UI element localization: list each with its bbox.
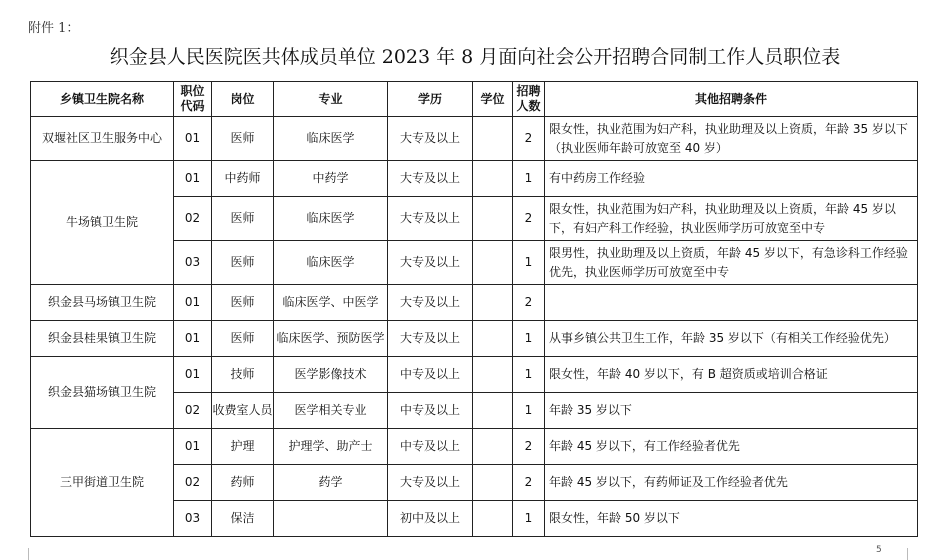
- degree-cell: [473, 429, 513, 465]
- page-corner-mark-right: [907, 548, 908, 560]
- major-cell: 中药学: [274, 161, 388, 197]
- unit-cell: 织金县猫场镇卫生院: [31, 357, 174, 429]
- degree-cell: [473, 117, 513, 161]
- unit-cell: 双堰社区卫生服务中心: [31, 117, 174, 161]
- education-cell: 中专及以上: [388, 429, 473, 465]
- count-cell: 1: [513, 161, 545, 197]
- degree-cell: [473, 197, 513, 241]
- major-cell: 临床医学、中医学: [274, 285, 388, 321]
- table-row: [31, 321, 918, 357]
- education-cell: 初中及以上: [388, 501, 473, 537]
- post-cell: 医师: [212, 241, 274, 285]
- count-cell: 2: [513, 429, 545, 465]
- degree-cell: [473, 241, 513, 285]
- degree-cell: [473, 501, 513, 537]
- code-cell: 01: [174, 357, 212, 393]
- major-cell: 医学影像技术: [274, 357, 388, 393]
- post-cell: 保洁: [212, 501, 274, 537]
- count-cell: 1: [513, 241, 545, 285]
- post-cell: 收费室人员: [212, 393, 274, 429]
- code-cell: 01: [174, 429, 212, 465]
- major-cell: 临床医学: [274, 117, 388, 161]
- code-cell: 02: [174, 393, 212, 429]
- post-cell: 护理: [212, 429, 274, 465]
- conditions-cell: 限女性，年龄 50 岁以下: [545, 501, 918, 537]
- education-cell: 大专及以上: [388, 465, 473, 501]
- major-cell: 药学: [274, 465, 388, 501]
- document-title: 织金县人民医院医共体成员单位 2023 年 8 月面向社会公开招聘合同制工作人员职位表: [109, 46, 841, 68]
- degree-cell: [473, 285, 513, 321]
- count-cell: 1: [513, 393, 545, 429]
- post-cell: 技师: [212, 357, 274, 393]
- count-cell: 1: [513, 321, 545, 357]
- count-cell: 2: [513, 117, 545, 161]
- degree-cell: [473, 161, 513, 197]
- code-cell: 01: [174, 117, 212, 161]
- major-cell: 护理学、助产士: [274, 429, 388, 465]
- education-cell: 大专及以上: [388, 197, 473, 241]
- header-major: 专业: [274, 82, 388, 117]
- conditions-cell: 年龄 45 岁以下，有工作经验者优先: [545, 429, 918, 465]
- code-cell: 03: [174, 501, 212, 537]
- header-code: 职位 代码: [174, 82, 212, 117]
- code-cell: 03: [174, 241, 212, 285]
- major-cell: 临床医学: [274, 241, 388, 285]
- conditions-cell: 限男性，执业助理及以上资质，年龄 45 岁以下，有急诊科工作经验优先，执业医师学历可放宽至中专: [545, 241, 918, 285]
- degree-cell: [473, 357, 513, 393]
- education-cell: 大专及以上: [388, 321, 473, 357]
- education-cell: 中专及以上: [388, 393, 473, 429]
- major-cell: 临床医学: [274, 197, 388, 241]
- count-cell: 2: [513, 197, 545, 241]
- conditions-cell: 年龄 35 岁以下: [545, 393, 918, 429]
- page-corner-mark-left: [28, 548, 29, 560]
- table-header-row: [31, 82, 918, 117]
- code-cell: 02: [174, 465, 212, 501]
- table-row: [31, 429, 918, 465]
- degree-cell: [473, 465, 513, 501]
- degree-cell: [473, 321, 513, 357]
- table-row: [31, 285, 918, 321]
- major-cell: 医学相关专业: [274, 393, 388, 429]
- post-cell: 医师: [212, 321, 274, 357]
- post-cell: 药师: [212, 465, 274, 501]
- conditions-cell: 限女性，执业范围为妇产科，执业助理及以上资质，年龄 35 岁以下（执业医师年龄可放宽至 40 岁）: [545, 117, 918, 161]
- post-cell: 医师: [212, 197, 274, 241]
- unit-cell: 牛场镇卫生院: [31, 161, 174, 285]
- degree-cell: [473, 393, 513, 429]
- count-cell: 2: [513, 465, 545, 501]
- conditions-cell: [545, 285, 918, 321]
- code-cell: 02: [174, 197, 212, 241]
- unit-cell: 三甲街道卫生院: [31, 429, 174, 537]
- header-education: 学历: [388, 82, 473, 117]
- code-cell: 01: [174, 285, 212, 321]
- header-count: 招聘 人数: [513, 82, 545, 117]
- education-cell: 大专及以上: [388, 241, 473, 285]
- table-row: [31, 117, 918, 161]
- count-cell: 2: [513, 285, 545, 321]
- header-conditions: 其他招聘条件: [545, 82, 918, 117]
- unit-cell: 织金县桂果镇卫生院: [31, 321, 174, 357]
- major-cell: 临床医学、预防医学: [274, 321, 388, 357]
- major-cell: [274, 501, 388, 537]
- header-unit: 乡镇卫生院名称: [31, 82, 174, 117]
- positions-table: [30, 81, 918, 537]
- page-number: 5: [876, 545, 882, 555]
- post-cell: 医师: [212, 117, 274, 161]
- conditions-cell: 从事乡镇公共卫生工作，年龄 35 岁以下（有相关工作经验优先）: [545, 321, 918, 357]
- conditions-cell: 限女性，年龄 40 岁以下，有 B 超资质或培训合格证: [545, 357, 918, 393]
- education-cell: 大专及以上: [388, 117, 473, 161]
- conditions-cell: 有中药房工作经验: [545, 161, 918, 197]
- education-cell: 中专及以上: [388, 357, 473, 393]
- education-cell: 大专及以上: [388, 161, 473, 197]
- header-post: 岗位: [212, 82, 274, 117]
- post-cell: 医师: [212, 285, 274, 321]
- attachment-label: 附件 1：: [28, 21, 80, 36]
- unit-cell: 织金县马场镇卫生院: [31, 285, 174, 321]
- table-row: [31, 161, 918, 197]
- header-degree: 学位: [473, 82, 513, 117]
- post-cell: 中药师: [212, 161, 274, 197]
- education-cell: 大专及以上: [388, 285, 473, 321]
- count-cell: 1: [513, 357, 545, 393]
- count-cell: 1: [513, 501, 545, 537]
- table-row: [31, 357, 918, 393]
- code-cell: 01: [174, 161, 212, 197]
- conditions-cell: 年龄 45 岁以下，有药师证及工作经验者优先: [545, 465, 918, 501]
- conditions-cell: 限女性，执业范围为妇产科，执业助理及以上资质，年龄 45 岁以下，有妇产科工作经验，执业医师学历可放宽至中专: [545, 197, 918, 241]
- code-cell: 01: [174, 321, 212, 357]
